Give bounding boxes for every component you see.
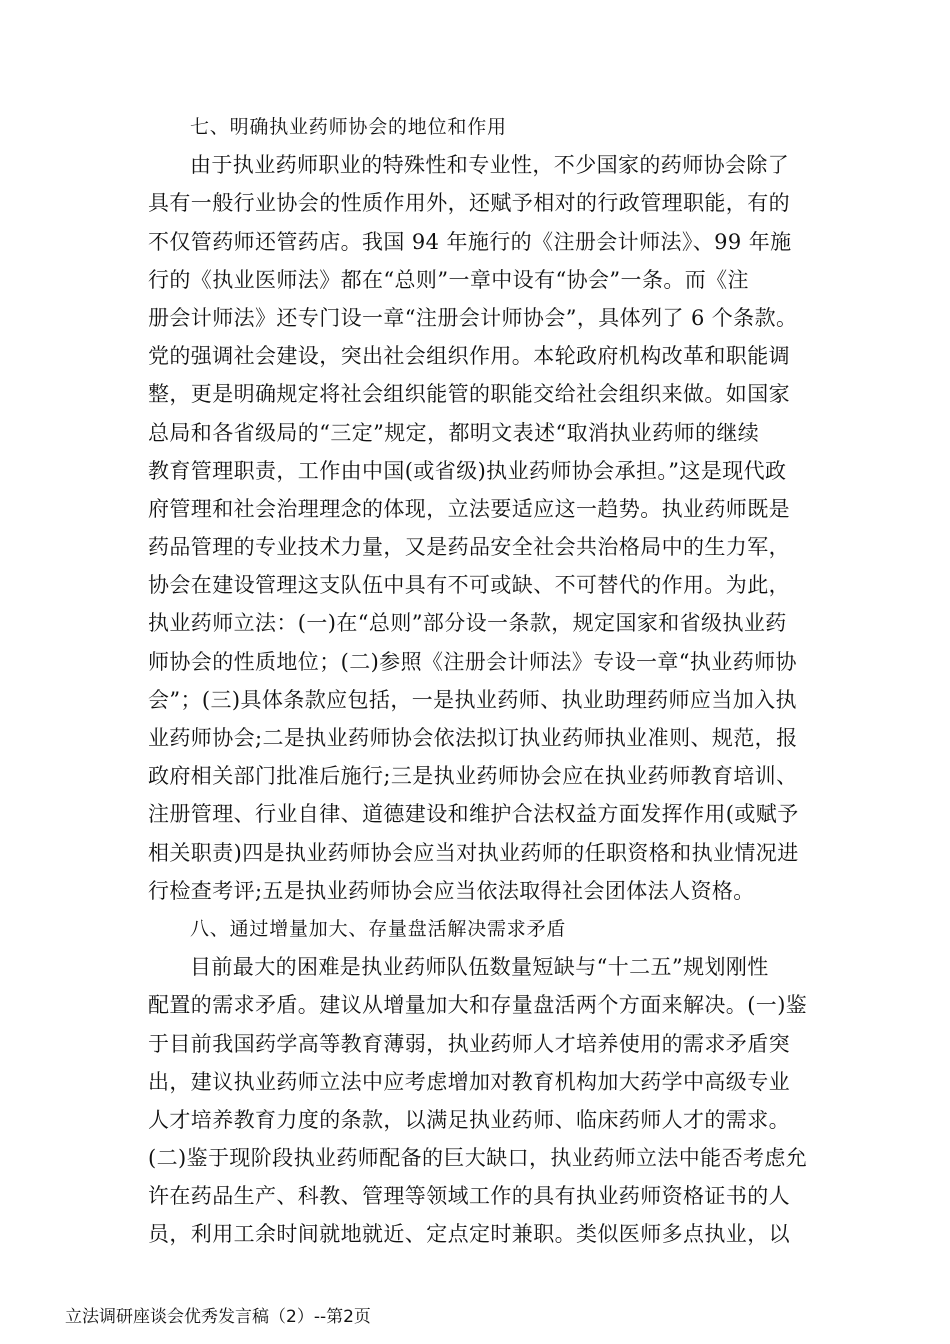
paragraph-line: 药品管理的专业技术力量，又是药品安全社会共治格局中的生力军， xyxy=(148,535,790,560)
paragraph-line: 党的强调社会建设，突出社会组织作用。本轮政府机构改革和职能调 xyxy=(148,344,790,369)
paragraph-line: 执业药师立法：(一)在“总则”部分设一条款，规定国家和省级执业药 xyxy=(148,611,787,636)
paragraph-line: 教育管理职责，工作由中国(或省级)执业药师协会承担。”这是现代政 xyxy=(148,458,787,483)
paragraph-line: 协会在建设管理这支队伍中具有不可或缺、不可替代的作用。为此， xyxy=(148,573,790,598)
section-heading: 八、通过增量加大、存量盘活解决需求矛盾 xyxy=(190,917,567,940)
paragraph-line: 行检查考评;五是执业药师协会应当依法取得社会团体法人资格。 xyxy=(148,878,755,903)
paragraph-line: (二)鉴于现阶段执业药师配备的巨大缺口，执业药师立法中能否考虑允 xyxy=(148,1146,808,1171)
paragraph-line: 不仅管药师还管药店。我国 94 年施行的《注册会计师法》、99 年施 xyxy=(148,229,792,254)
paragraph-line: 由于执业药师职业的特殊性和专业性，不少国家的药师协会除了 xyxy=(190,153,790,178)
paragraph-line: 配置的需求矛盾。建议从增量加大和存量盘活两个方面来解决。(一)鉴 xyxy=(148,993,808,1018)
paragraph-line: 许在药品生产、科教、管理等领域工作的具有执业药师资格证书的人 xyxy=(148,1184,790,1209)
paragraph-line: 府管理和社会治理理念的体现，立法要适应这一趋势。执业药师既是 xyxy=(148,496,790,521)
paragraph-line: 员，利用工余时间就地就近、定点定时兼职。类似医师多点执业，以 xyxy=(148,1222,790,1247)
paragraph-line: 会”；(三)具体条款应包括，一是执业药师、执业助理药师应当加入执 xyxy=(148,687,797,712)
paragraph-line: 人才培养教育力度的条款，以满足执业药师、临床药师人才的需求。 xyxy=(148,1107,790,1132)
paragraph-line: 整，更是明确规定将社会组织能管的职能交给社会组织来做。如国家 xyxy=(148,382,790,407)
paragraph-line: 行的《执业医师法》都在“总则”一章中设有“协会”一条。而《注 xyxy=(148,267,749,292)
paragraph-line: 出，建议执业药师立法中应考虑增加对教育机构加大药学中高级专业 xyxy=(148,1069,790,1094)
document-body xyxy=(148,108,808,1254)
paragraph-line: 具有一般行业协会的性质作用外，还赋予相对的行政管理职能，有的 xyxy=(148,191,790,216)
paragraph-line: 于目前我国药学高等教育薄弱，执业药师人才培养使用的需求矛盾突 xyxy=(148,1031,790,1056)
paragraph-line: 目前最大的困难是执业药师队伍数量短缺与“十二五”规划刚性 xyxy=(190,955,769,980)
paragraph-line: 注册管理、行业自律、道德建设和维护合法权益方面发挥作用(或赋予 xyxy=(148,802,799,827)
paragraph-line: 师协会的性质地位；(二)参照《注册会计师法》专设一章“执业药师协 xyxy=(148,649,797,674)
page-footer: 立法调研座谈会优秀发言稿（2）--第2页 xyxy=(65,1307,371,1327)
paragraph-line: 相关职责)四是执业药师协会应当对执业药师的任职资格和执业情况进 xyxy=(148,840,799,865)
section-heading: 七、明确执业药师协会的地位和作用 xyxy=(190,116,507,138)
paragraph-line: 业药师协会;二是执业药师协会依法拟订执业药师执业准则、规范，报 xyxy=(148,726,798,750)
paragraph-line: 政府相关部门批准后施行;三是执业药师协会应在执业药师教育培训、 xyxy=(148,764,798,789)
paragraph-line: 册会计师法》还专门设一章“注册会计师协会”，具体列了 6 个条款。 xyxy=(148,305,798,330)
paragraph-line: 总局和各省级局的“三定”规定，都明文表述“取消执业药师的继续 xyxy=(148,420,760,445)
